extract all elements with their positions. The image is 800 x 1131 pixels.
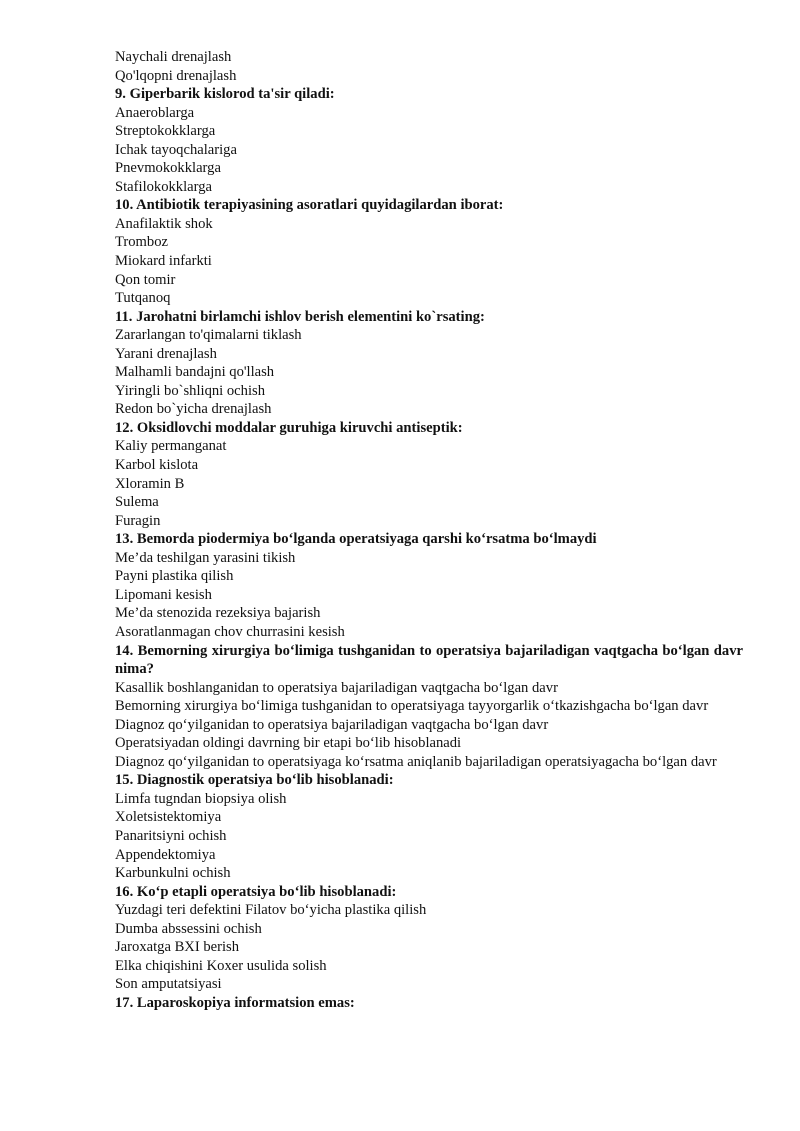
answer-option: Yiringli bo`shliqni ochish [115,382,265,399]
question-13 [115,530,743,641]
answer-option: Zararlangan to'qimalarni tiklash [115,327,302,344]
question-title: 10. Antibiotik terapiyasining asoratlari quyidagilardan iborat: [115,197,504,214]
question-12 [115,419,743,530]
question-title: 12. Oksidlovchi moddalar guruhiga kiruvchi antiseptik: [115,419,463,436]
answer-option: Kasallik boshlanganidan to operatsiya bajariladigan vaqtgacha bo‘lgan davr [115,679,558,696]
question-title: 16. Ko‘p etapli operatsiya bo‘lib hisoblanadi: [115,883,397,900]
question-title: 11. Jarohatni birlamchi ishlov berish elementini ko`rsating: [115,308,485,325]
answer-option: Operatsiyadan oldingi davrning bir etapi bo‘lib hisoblanadi [115,735,462,752]
question-17 [115,994,743,1013]
question-11 [115,308,743,419]
answer-option: Qon tomir [115,271,176,288]
answer-option: Appendektomiya [115,846,216,863]
answer-option: Tromboz [115,234,168,251]
answer-option: Streptokokklarga [115,123,216,140]
answer-option: Me’da teshilgan yarasini tikish [115,549,296,566]
answer-option: Sulema [115,494,159,511]
answer-option: Elka chiqishini Koxer usulida solish [115,957,327,974]
answer-option: Xoletsistektomiya [115,809,222,826]
answer-option: Naychali drenajlash [115,49,232,65]
question-title: 15. Diagnostik operatsiya bo‘lib hisoblanadi: [115,772,394,789]
document-page [115,48,743,1012]
answer-option: Karbunkulni ochish [115,865,231,882]
intro-options [115,48,743,85]
answer-option: Bemorning xirurgiya bo‘limiga tushganidan to operatsiyaga tayyorgarlik o‘tkazishgacha bo‘lgan davr [115,698,709,715]
answer-option: Limfa tugndan biopsiya olish [115,790,287,807]
answer-option: Redon bo`yicha drenajlash [115,401,272,418]
answer-option: Ichak tayoqchalariga [115,141,237,158]
question-9 [115,85,743,196]
answer-option: Diagnoz qo‘yilganidan to operatsiyaga ko‘rsatma aniqlanib bajariladigan operatsiyagacha bo‘lgan davr [115,753,717,770]
answer-option: Miokard infarkti [115,253,212,270]
question-10 [115,196,743,307]
answer-option: Diagnoz qo‘yilganidan to operatsiya bajariladigan vaqtgacha bo‘lgan davr [115,716,549,733]
answer-option: Tutqanoq [115,290,171,307]
question-16 [115,883,743,994]
answer-option: Pnevmokokklarga [115,160,221,177]
answer-option: Son amputatsiyasi [115,976,222,993]
answer-option: Yuzdagi teri defektini Filatov bo‘yicha plastika qilish [115,902,427,919]
answer-option: Yarani drenajlash [115,345,217,362]
answer-option: Kaliy permanganat [115,438,227,455]
answer-option: Karbol kislota [115,457,199,474]
answer-option: Qo'lqopni drenajlash [115,67,237,84]
answer-option: Me’da stenozida rezeksiya bajarish [115,605,321,622]
answer-option: Dumba abssessini ochish [115,920,262,937]
answer-option: Stafilokokklarga [115,178,213,195]
answer-option: Anaeroblarga [115,104,195,121]
answer-option: Furagin [115,512,161,529]
answer-option: Payni plastika qilish [115,568,234,585]
answer-option: Jaroxatga BXI berish [115,939,240,956]
answer-option: Lipomani kesish [115,586,212,603]
answer-option: Panaritsiyni ochish [115,827,227,844]
question-14 [115,642,743,772]
answer-option: Xloramin B [115,475,185,492]
question-15 [115,771,743,882]
question-title: 9. Giperbarik kislorod ta'sir qiladi: [115,86,335,103]
question-title: 14. Bemorning xirurgiya bo‘limiga tushganidan to operatsiya bajariladigan vaqtgacha bo‘lgan davr nima? [115,642,743,678]
answer-option: Anafilaktik shok [115,215,213,232]
answer-option: Malhamli bandajni qo'llash [115,364,275,381]
question-title: 17. Laparoskopiya informatsion emas: [115,994,355,1011]
answer-option: Asoratlanmagan chov churrasini kesish [115,623,345,640]
question-title: 13. Bemorda piodermiya bo‘lganda operatsiyaga qarshi ko‘rsatma bo‘lmaydi [115,531,597,548]
